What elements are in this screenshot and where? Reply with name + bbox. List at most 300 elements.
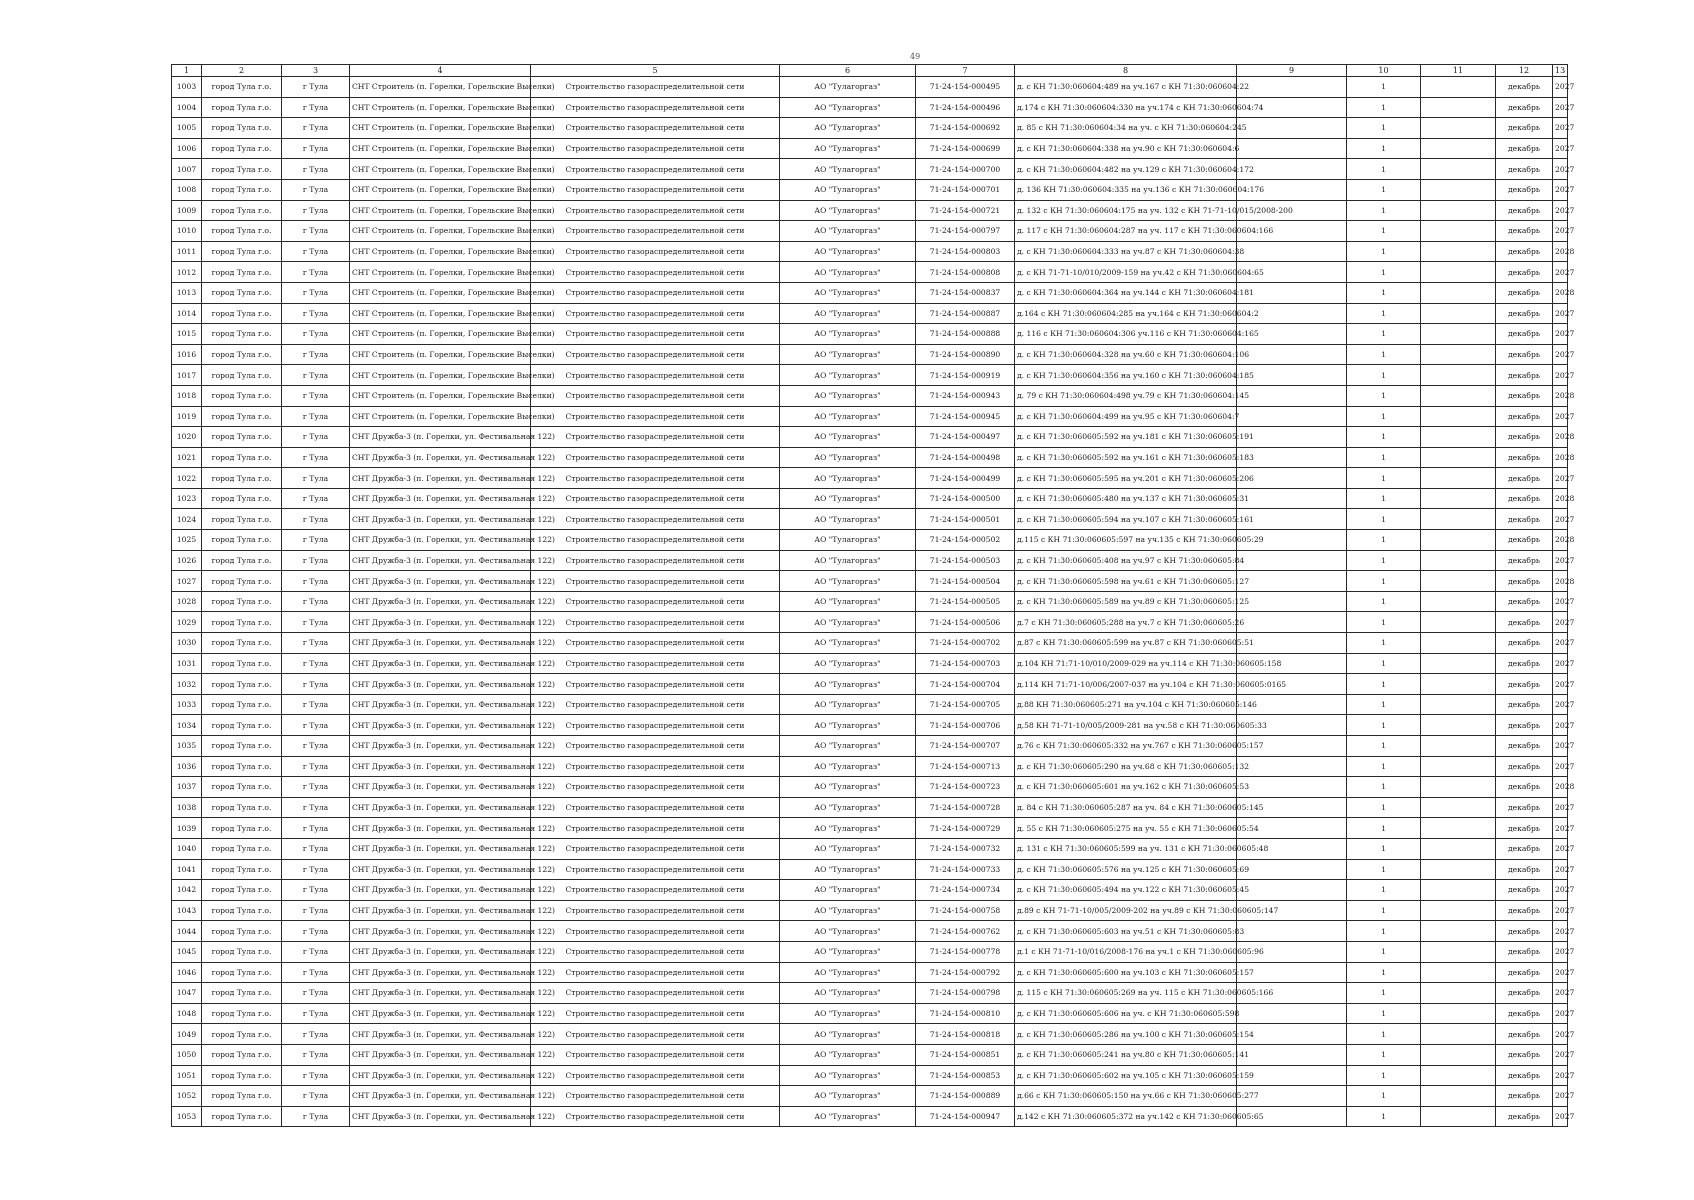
settlement-cell: г Тула xyxy=(282,921,350,942)
column-11-cell xyxy=(1421,447,1496,468)
contract-number-cell: 71-24-154-000818 xyxy=(916,1024,1015,1045)
work-type-cell: Строительство газораспределительной сети xyxy=(531,262,780,283)
organization-cell: АО "Тулагоргаз" xyxy=(780,550,916,571)
settlement-cell: г Тула xyxy=(282,674,350,695)
row-number-cell: 1006 xyxy=(172,138,202,159)
column-11-cell xyxy=(1421,591,1496,612)
work-type-cell: Строительство газораспределительной сети xyxy=(531,921,780,942)
location-cell: СНТ Дружба-3 (п. Горелки, ул. Фестивальная 122) xyxy=(350,427,531,448)
quantity-cell: 1 xyxy=(1347,571,1421,592)
organization-cell: АО "Тулагоргаз" xyxy=(780,756,916,777)
column-11-cell xyxy=(1421,406,1496,427)
organization-cell: АО "Тулагоргаз" xyxy=(780,303,916,324)
quantity-cell: 1 xyxy=(1347,612,1421,633)
municipality-cell: город Тула г.о. xyxy=(202,530,282,551)
work-type-cell: Строительство газораспределительной сети xyxy=(531,159,780,180)
year-cell: 2027 xyxy=(1553,221,1568,242)
organization-cell: АО "Тулагоргаз" xyxy=(780,77,916,98)
settlement-cell: г Тула xyxy=(282,303,350,324)
contract-number-cell: 71-24-154-000758 xyxy=(916,900,1015,921)
quantity-cell: 1 xyxy=(1347,530,1421,551)
settlement-cell: г Тула xyxy=(282,859,350,880)
year-cell: 2027 xyxy=(1553,674,1568,695)
contract-number-cell: 71-24-154-000699 xyxy=(916,138,1015,159)
table-row xyxy=(172,756,1568,777)
location-cell: СНТ Строитель (п. Горелки, Горельские Выселки) xyxy=(350,365,531,386)
year-cell: 2027 xyxy=(1553,365,1568,386)
table-row xyxy=(172,633,1568,654)
settlement-cell: г Тула xyxy=(282,571,350,592)
contract-number-cell: 71-24-154-000947 xyxy=(916,1106,1015,1127)
municipality-cell: город Тула г.о. xyxy=(202,674,282,695)
settlement-cell: г Тула xyxy=(282,756,350,777)
table-row xyxy=(172,159,1568,180)
month-cell: декабрь xyxy=(1496,200,1553,221)
location-cell: СНТ Дружба-3 (п. Горелки, ул. Фестивальная 122) xyxy=(350,818,531,839)
municipality-cell: город Тула г.о. xyxy=(202,1086,282,1107)
row-number-cell: 1044 xyxy=(172,921,202,942)
row-number-cell: 1012 xyxy=(172,262,202,283)
municipality-cell: город Тула г.о. xyxy=(202,941,282,962)
row-number-cell: 1007 xyxy=(172,159,202,180)
table-row xyxy=(172,385,1568,406)
month-cell: декабрь xyxy=(1496,612,1553,633)
column-11-cell xyxy=(1421,97,1496,118)
month-cell: декабрь xyxy=(1496,262,1553,283)
row-number-cell: 1017 xyxy=(172,365,202,386)
location-cell: СНТ Дружба-3 (п. Горелки, ул. Фестивальная 122) xyxy=(350,612,531,633)
object-description-cell: д. 117 с КН 71:30:060604:287 на уч. 117 с КН 71:30:060604:166 xyxy=(1015,221,1237,242)
month-cell: декабрь xyxy=(1496,880,1553,901)
contract-number-cell: 71-24-154-000502 xyxy=(916,530,1015,551)
location-cell: СНТ Дружба-3 (п. Горелки, ул. Фестивальная 122) xyxy=(350,468,531,489)
row-number-cell: 1041 xyxy=(172,859,202,880)
organization-cell: АО "Тулагоргаз" xyxy=(780,468,916,489)
column-header: 9 xyxy=(1237,65,1347,77)
quantity-cell: 1 xyxy=(1347,859,1421,880)
year-cell: 2028 xyxy=(1553,488,1568,509)
row-number-cell: 1036 xyxy=(172,756,202,777)
organization-cell: АО "Тулагоргаз" xyxy=(780,118,916,139)
table-row xyxy=(172,509,1568,530)
object-description-cell: д. с КН 71:30:060605:594 на уч.107 с КН 71:30:060605:161 xyxy=(1015,509,1237,530)
column-11-cell xyxy=(1421,282,1496,303)
quantity-cell: 1 xyxy=(1347,736,1421,757)
settlement-cell: г Тула xyxy=(282,1086,350,1107)
organization-cell: АО "Тулагоргаз" xyxy=(780,880,916,901)
table-row xyxy=(172,118,1568,139)
column-9-cell xyxy=(1237,1044,1347,1065)
column-11-cell xyxy=(1421,179,1496,200)
object-description-cell: д. с КН 71:30:060605:606 на уч. с КН 71:30:060605:598 xyxy=(1015,1003,1237,1024)
work-type-cell: Строительство газораспределительной сети xyxy=(531,1106,780,1127)
object-description-cell: д. 132 с КН 71:30:060604:175 на уч. 132 с КН 71-71-10/015/2008-200 xyxy=(1015,200,1237,221)
column-11-cell xyxy=(1421,715,1496,736)
work-type-cell: Строительство газораспределительной сети xyxy=(531,1024,780,1045)
row-number-cell: 1035 xyxy=(172,736,202,757)
quantity-cell: 1 xyxy=(1347,838,1421,859)
contract-number-cell: 71-24-154-000703 xyxy=(916,653,1015,674)
work-type-cell: Строительство газораспределительной сети xyxy=(531,1086,780,1107)
work-type-cell: Строительство газораспределительной сети xyxy=(531,653,780,674)
quantity-cell: 1 xyxy=(1347,77,1421,98)
object-description-cell: д. с КН 71:30:060605:241 на уч.80 с КН 71:30:060605:141 xyxy=(1015,1044,1237,1065)
row-number-cell: 1008 xyxy=(172,179,202,200)
location-cell: СНТ Дружба-3 (п. Горелки, ул. Фестивальная 122) xyxy=(350,900,531,921)
organization-cell: АО "Тулагоргаз" xyxy=(780,674,916,695)
column-11-cell xyxy=(1421,344,1496,365)
column-11-cell xyxy=(1421,756,1496,777)
settlement-cell: г Тула xyxy=(282,468,350,489)
month-cell: декабрь xyxy=(1496,365,1553,386)
organization-cell: АО "Тулагоргаз" xyxy=(780,1024,916,1045)
column-11-cell xyxy=(1421,509,1496,530)
municipality-cell: город Тула г.о. xyxy=(202,756,282,777)
column-11-cell xyxy=(1421,241,1496,262)
municipality-cell: город Тула г.о. xyxy=(202,385,282,406)
settlement-cell: г Тула xyxy=(282,138,350,159)
municipality-cell: город Тула г.о. xyxy=(202,488,282,509)
quantity-cell: 1 xyxy=(1347,159,1421,180)
table-row xyxy=(172,736,1568,757)
settlement-cell: г Тула xyxy=(282,77,350,98)
quantity-cell: 1 xyxy=(1347,880,1421,901)
column-11-cell xyxy=(1421,118,1496,139)
municipality-cell: город Тула г.о. xyxy=(202,818,282,839)
column-9-cell xyxy=(1237,777,1347,798)
work-type-cell: Строительство газораспределительной сети xyxy=(531,777,780,798)
work-type-cell: Строительство газораспределительной сети xyxy=(531,900,780,921)
object-description-cell: д.114 КН 71:71-10/006/2007-037 на уч.104 с КН 71:30:060605:0165 xyxy=(1015,674,1237,695)
object-description-cell: д. с КН 71:30:060605:603 на уч.51 с КН 71:30:060605:83 xyxy=(1015,921,1237,942)
work-type-cell: Строительство газораспределительной сети xyxy=(531,406,780,427)
object-description-cell: д.104 КН 71:71-10/010/2009-029 на уч.114 с КН 71:30:060605:158 xyxy=(1015,653,1237,674)
organization-cell: АО "Тулагоргаз" xyxy=(780,1044,916,1065)
work-type-cell: Строительство газораспределительной сети xyxy=(531,633,780,654)
work-type-cell: Строительство газораспределительной сети xyxy=(531,282,780,303)
work-type-cell: Строительство газораспределительной сети xyxy=(531,1044,780,1065)
year-cell: 2027 xyxy=(1553,550,1568,571)
row-number-cell: 1028 xyxy=(172,591,202,612)
object-description-cell: д. с КН 71:30:060605:598 на уч.61 с КН 71:30:060605:127 xyxy=(1015,571,1237,592)
table-row xyxy=(172,262,1568,283)
table-row xyxy=(172,1024,1568,1045)
work-type-cell: Строительство газораспределительной сети xyxy=(531,118,780,139)
month-cell: декабрь xyxy=(1496,1044,1553,1065)
column-11-cell xyxy=(1421,262,1496,283)
object-description-cell: д. с КН 71:30:060605:576 на уч.125 с КН 71:30:060605:69 xyxy=(1015,859,1237,880)
row-number-cell: 1026 xyxy=(172,550,202,571)
contract-number-cell: 71-24-154-000889 xyxy=(916,1086,1015,1107)
object-description-cell: д. с КН 71:30:060604:489 на уч.167 с КН 71:30:060604:22 xyxy=(1015,77,1237,98)
column-header: 3 xyxy=(282,65,350,77)
municipality-cell: город Тула г.о. xyxy=(202,303,282,324)
column-11-cell xyxy=(1421,303,1496,324)
row-number-cell: 1031 xyxy=(172,653,202,674)
year-cell: 2028 xyxy=(1553,571,1568,592)
column-9-cell xyxy=(1237,138,1347,159)
year-cell: 2027 xyxy=(1553,97,1568,118)
contract-number-cell: 71-24-154-000501 xyxy=(916,509,1015,530)
quantity-cell: 1 xyxy=(1347,138,1421,159)
settlement-cell: г Тула xyxy=(282,159,350,180)
column-9-cell xyxy=(1237,571,1347,592)
month-cell: декабрь xyxy=(1496,241,1553,262)
organization-cell: АО "Тулагоргаз" xyxy=(780,571,916,592)
month-cell: декабрь xyxy=(1496,159,1553,180)
contract-number-cell: 71-24-154-000734 xyxy=(916,880,1015,901)
row-number-cell: 1046 xyxy=(172,962,202,983)
municipality-cell: город Тула г.о. xyxy=(202,838,282,859)
contract-number-cell: 71-24-154-000705 xyxy=(916,694,1015,715)
row-number-cell: 1037 xyxy=(172,777,202,798)
row-number-cell: 1039 xyxy=(172,818,202,839)
settlement-cell: г Тула xyxy=(282,694,350,715)
table-row xyxy=(172,859,1568,880)
contract-number-cell: 71-24-154-000496 xyxy=(916,97,1015,118)
table-row xyxy=(172,488,1568,509)
work-type-cell: Строительство газораспределительной сети xyxy=(531,797,780,818)
work-type-cell: Строительство газораспределительной сети xyxy=(531,427,780,448)
object-description-cell: д. с КН 71:30:060605:601 на уч.162 с КН 71:30:060605:53 xyxy=(1015,777,1237,798)
organization-cell: АО "Тулагоргаз" xyxy=(780,159,916,180)
column-9-cell xyxy=(1237,118,1347,139)
row-number-cell: 1030 xyxy=(172,633,202,654)
work-type-cell: Строительство газораспределительной сети xyxy=(531,365,780,386)
column-9-cell xyxy=(1237,756,1347,777)
work-type-cell: Строительство газораспределительной сети xyxy=(531,77,780,98)
municipality-cell: город Тула г.о. xyxy=(202,736,282,757)
quantity-cell: 1 xyxy=(1347,118,1421,139)
column-9-cell xyxy=(1237,612,1347,633)
column-header: 10 xyxy=(1347,65,1421,77)
municipality-cell: город Тула г.о. xyxy=(202,612,282,633)
municipality-cell: город Тула г.о. xyxy=(202,921,282,942)
location-cell: СНТ Дружба-3 (п. Горелки, ул. Фестивальная 122) xyxy=(350,1003,531,1024)
settlement-cell: г Тула xyxy=(282,488,350,509)
location-cell: СНТ Дружба-3 (п. Горелки, ул. Фестивальная 122) xyxy=(350,530,531,551)
settlement-cell: г Тула xyxy=(282,1106,350,1127)
work-type-cell: Строительство газораспределительной сети xyxy=(531,838,780,859)
settlement-cell: г Тула xyxy=(282,962,350,983)
year-cell: 2027 xyxy=(1553,1024,1568,1045)
work-type-cell: Строительство газораспределительной сети xyxy=(531,324,780,345)
contract-number-cell: 71-24-154-000504 xyxy=(916,571,1015,592)
contract-number-cell: 71-24-154-000692 xyxy=(916,118,1015,139)
location-cell: СНТ Строитель (п. Горелки, Горельские Выселки) xyxy=(350,221,531,242)
month-cell: декабрь xyxy=(1496,468,1553,489)
table-row xyxy=(172,571,1568,592)
year-cell: 2027 xyxy=(1553,612,1568,633)
row-number-cell: 1025 xyxy=(172,530,202,551)
organization-cell: АО "Тулагоргаз" xyxy=(780,427,916,448)
column-11-cell xyxy=(1421,962,1496,983)
table-row xyxy=(172,1086,1568,1107)
contract-number-cell: 71-24-154-000808 xyxy=(916,262,1015,283)
row-number-cell: 1022 xyxy=(172,468,202,489)
work-type-cell: Строительство газораспределительной сети xyxy=(531,941,780,962)
object-description-cell: д.88 КН 71:30:060605:271 на уч.104 с КН 71:30:060605:146 xyxy=(1015,694,1237,715)
table-row xyxy=(172,921,1568,942)
table-row xyxy=(172,715,1568,736)
month-cell: декабрь xyxy=(1496,962,1553,983)
settlement-cell: г Тула xyxy=(282,736,350,757)
year-cell: 2027 xyxy=(1553,324,1568,345)
municipality-cell: город Тула г.о. xyxy=(202,715,282,736)
object-description-cell: д. с КН 71:30:060605:290 на уч.68 с КН 71:30:060605:132 xyxy=(1015,756,1237,777)
column-header: 2 xyxy=(202,65,282,77)
quantity-cell: 1 xyxy=(1347,550,1421,571)
quantity-cell: 1 xyxy=(1347,983,1421,1004)
municipality-cell: город Тула г.о. xyxy=(202,962,282,983)
contract-number-cell: 71-24-154-000792 xyxy=(916,962,1015,983)
row-number-cell: 1013 xyxy=(172,282,202,303)
location-cell: СНТ Дружба-3 (п. Горелки, ул. Фестивальная 122) xyxy=(350,591,531,612)
contract-number-cell: 71-24-154-000778 xyxy=(916,941,1015,962)
column-header: 6 xyxy=(780,65,916,77)
year-cell: 2027 xyxy=(1553,591,1568,612)
column-9-cell xyxy=(1237,550,1347,571)
row-number-cell: 1027 xyxy=(172,571,202,592)
settlement-cell: г Тула xyxy=(282,1003,350,1024)
quantity-cell: 1 xyxy=(1347,633,1421,654)
quantity-cell: 1 xyxy=(1347,406,1421,427)
object-description-cell: д.164 с КН 71:30:060604:285 на уч.164 с КН 71:30:060604:2 xyxy=(1015,303,1237,324)
column-9-cell xyxy=(1237,77,1347,98)
column-11-cell xyxy=(1421,612,1496,633)
location-cell: СНТ Дружба-3 (п. Горелки, ул. Фестивальная 122) xyxy=(350,1086,531,1107)
settlement-cell: г Тула xyxy=(282,447,350,468)
table-row xyxy=(172,694,1568,715)
table-row xyxy=(172,221,1568,242)
column-11-cell xyxy=(1421,488,1496,509)
table-row xyxy=(172,1044,1568,1065)
location-cell: СНТ Строитель (п. Горелки, Горельские Выселки) xyxy=(350,262,531,283)
table-row xyxy=(172,530,1568,551)
year-cell: 2027 xyxy=(1553,1003,1568,1024)
object-description-cell: д. с КН 71:30:060604:482 на уч.129 с КН 71:30:060604:172 xyxy=(1015,159,1237,180)
municipality-cell: город Тула г.о. xyxy=(202,200,282,221)
contract-number-cell: 71-24-154-000506 xyxy=(916,612,1015,633)
year-cell: 2027 xyxy=(1553,1065,1568,1086)
column-11-cell xyxy=(1421,736,1496,757)
quantity-cell: 1 xyxy=(1347,1044,1421,1065)
month-cell: декабрь xyxy=(1496,756,1553,777)
contract-number-cell: 71-24-154-000706 xyxy=(916,715,1015,736)
year-cell: 2027 xyxy=(1553,941,1568,962)
column-11-cell xyxy=(1421,859,1496,880)
year-cell: 2027 xyxy=(1553,736,1568,757)
quantity-cell: 1 xyxy=(1347,818,1421,839)
quantity-cell: 1 xyxy=(1347,488,1421,509)
organization-cell: АО "Тулагоргаз" xyxy=(780,1106,916,1127)
year-cell: 2027 xyxy=(1553,1086,1568,1107)
object-description-cell: д. с КН 71:30:060605:480 на уч.137 с КН 71:30:060605:31 xyxy=(1015,488,1237,509)
work-type-cell: Строительство газораспределительной сети xyxy=(531,1065,780,1086)
organization-cell: АО "Тулагоргаз" xyxy=(780,653,916,674)
work-type-cell: Строительство газораспределительной сети xyxy=(531,221,780,242)
settlement-cell: г Тула xyxy=(282,97,350,118)
year-cell: 2027 xyxy=(1553,715,1568,736)
organization-cell: АО "Тулагоргаз" xyxy=(780,447,916,468)
organization-cell: АО "Тулагоргаз" xyxy=(780,962,916,983)
row-number-cell: 1042 xyxy=(172,880,202,901)
location-cell: СНТ Строитель (п. Горелки, Горельские Выселки) xyxy=(350,97,531,118)
object-description-cell: д. 116 с КН 71:30:060604:306 уч.116 с КН 71:30:060604:165 xyxy=(1015,324,1237,345)
column-11-cell xyxy=(1421,633,1496,654)
object-description-cell: д.89 с КН 71-71-10/005/2009-202 на уч.89 с КН 71:30:060605:147 xyxy=(1015,900,1237,921)
object-description-cell: д. с КН 71:30:060604:328 на уч.60 с КН 71:30:060604:106 xyxy=(1015,344,1237,365)
year-cell: 2027 xyxy=(1553,880,1568,901)
organization-cell: АО "Тулагоргаз" xyxy=(780,324,916,345)
contract-number-cell: 71-24-154-000762 xyxy=(916,921,1015,942)
organization-cell: АО "Тулагоргаз" xyxy=(780,282,916,303)
location-cell: СНТ Дружба-3 (п. Горелки, ул. Фестивальная 122) xyxy=(350,550,531,571)
row-number-cell: 1033 xyxy=(172,694,202,715)
quantity-cell: 1 xyxy=(1347,447,1421,468)
object-description-cell: д. 115 с КН 71:30:060605:269 на уч. 115 с КН 71:30:060605:166 xyxy=(1015,983,1237,1004)
row-number-cell: 1010 xyxy=(172,221,202,242)
settlement-cell: г Тула xyxy=(282,1024,350,1045)
municipality-cell: город Тула г.о. xyxy=(202,365,282,386)
work-type-cell: Строительство газораспределительной сети xyxy=(531,138,780,159)
contract-number-cell: 71-24-154-000729 xyxy=(916,818,1015,839)
object-description-cell: д. с КН 71:30:060604:333 на уч.87 с КН 71:30:060604:38 xyxy=(1015,241,1237,262)
organization-cell: АО "Тулагоргаз" xyxy=(780,1086,916,1107)
municipality-cell: город Тула г.о. xyxy=(202,241,282,262)
location-cell: СНТ Дружба-3 (п. Горелки, ул. Фестивальная 122) xyxy=(350,571,531,592)
settlement-cell: г Тула xyxy=(282,941,350,962)
work-type-cell: Строительство газораспределительной сети xyxy=(531,694,780,715)
year-cell: 2027 xyxy=(1553,303,1568,324)
month-cell: декабрь xyxy=(1496,406,1553,427)
row-number-cell: 1053 xyxy=(172,1106,202,1127)
object-description-cell: д.142 с КН 71:30:060605:372 на уч.142 с КН 71:30:060605:65 xyxy=(1015,1106,1237,1127)
month-cell: декабрь xyxy=(1496,530,1553,551)
municipality-cell: город Тула г.о. xyxy=(202,550,282,571)
quantity-cell: 1 xyxy=(1347,468,1421,489)
settlement-cell: г Тула xyxy=(282,550,350,571)
row-number-cell: 1034 xyxy=(172,715,202,736)
work-type-cell: Строительство газораспределительной сети xyxy=(531,983,780,1004)
column-11-cell xyxy=(1421,571,1496,592)
year-cell: 2028 xyxy=(1553,447,1568,468)
settlement-cell: г Тула xyxy=(282,179,350,200)
organization-cell: АО "Тулагоргаз" xyxy=(780,797,916,818)
month-cell: декабрь xyxy=(1496,1106,1553,1127)
work-type-cell: Строительство газораспределительной сети xyxy=(531,241,780,262)
year-cell: 2027 xyxy=(1553,653,1568,674)
contract-number-cell: 71-24-154-000851 xyxy=(916,1044,1015,1065)
year-cell: 2027 xyxy=(1553,138,1568,159)
table-row xyxy=(172,653,1568,674)
organization-cell: АО "Тулагоргаз" xyxy=(780,694,916,715)
municipality-cell: город Тула г.о. xyxy=(202,138,282,159)
column-9-cell xyxy=(1237,1003,1347,1024)
quantity-cell: 1 xyxy=(1347,282,1421,303)
municipality-cell: город Тула г.о. xyxy=(202,427,282,448)
row-number-cell: 1052 xyxy=(172,1086,202,1107)
table-row xyxy=(172,962,1568,983)
object-description-cell: д. 136 КН 71:30:060604:335 на уч.136 с КН 71:30:060604:176 xyxy=(1015,179,1237,200)
contract-number-cell: 71-24-154-000945 xyxy=(916,406,1015,427)
work-type-cell: Строительство газораспределительной сети xyxy=(531,674,780,695)
table-row xyxy=(172,674,1568,695)
year-cell: 2027 xyxy=(1553,200,1568,221)
month-cell: декабрь xyxy=(1496,818,1553,839)
quantity-cell: 1 xyxy=(1347,221,1421,242)
municipality-cell: город Тула г.о. xyxy=(202,77,282,98)
